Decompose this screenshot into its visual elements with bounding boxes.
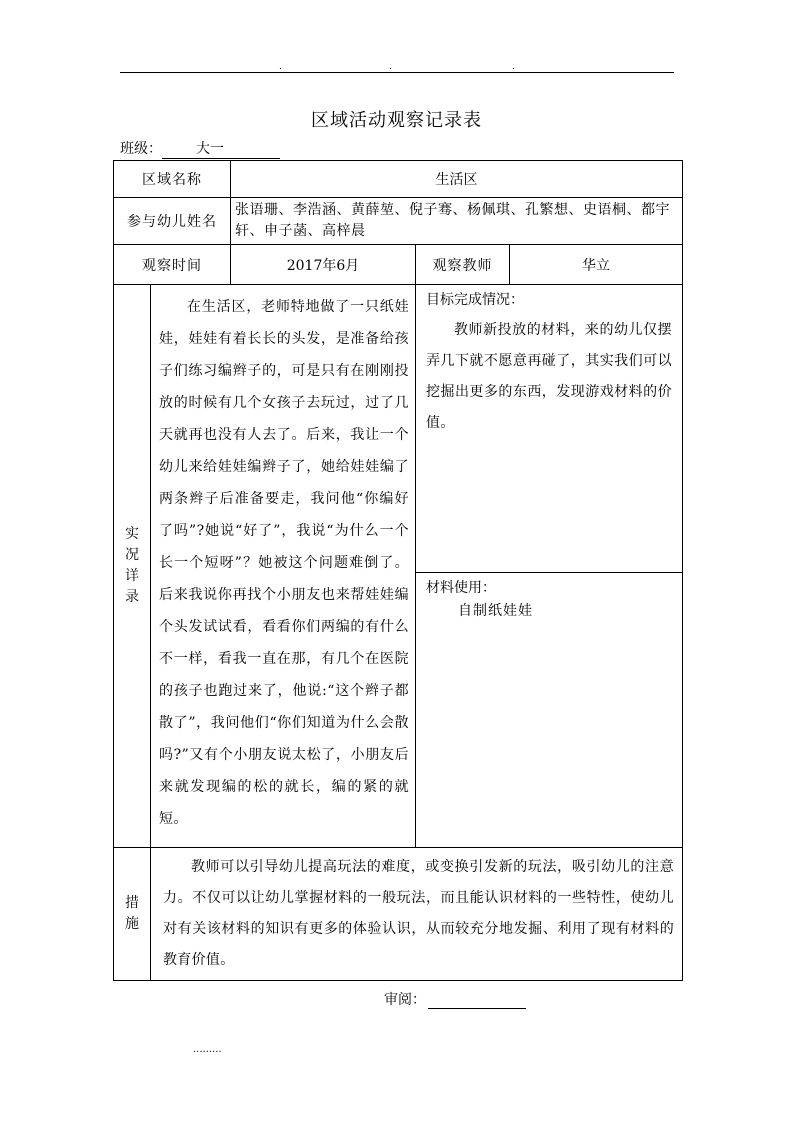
- page-title: 区域活动观察记录表: [311, 110, 482, 131]
- goal-section: [416, 285, 682, 573]
- time-label: 观察时间: [114, 245, 231, 285]
- teacher-label: 观察教师: [416, 245, 510, 285]
- children-row: [114, 198, 683, 245]
- header-dot: .: [279, 62, 282, 72]
- time-value: 2017年6月: [231, 245, 416, 285]
- area-value: 生活区: [231, 161, 683, 198]
- class-label: 班级：: [120, 141, 162, 157]
- evaluation-cell: [416, 285, 683, 848]
- record-text-cell: [151, 285, 416, 848]
- teacher-value: 华立: [510, 245, 683, 285]
- measure-text: 教师可以引导幼儿提高玩法的难度，或变换引发新的玩法，吸引幼儿的注意力。不仅可以让幼儿掌握材料的一般玩法，而且能认识材料的一些特性，使幼儿对有关该材料的知识有更多的体验认识，从而较充分地发掘、利用了现有材料的教育价值。: [163, 859, 675, 968]
- measure-text-cell: [151, 848, 683, 981]
- children-names: 张语珊、李浩涵、黄薛堃、倪子骞、杨佩琪、孔繁想、史语桐、都宇轩、申子菡、高梓晨: [231, 198, 683, 245]
- material-section: [416, 573, 682, 847]
- material-title: 材料使用：: [426, 580, 496, 596]
- header-dot: .: [389, 62, 392, 72]
- footer-dots: .........: [193, 1044, 222, 1055]
- area-label: 区域名称: [114, 161, 231, 198]
- record-label: 实 况 详 录: [114, 285, 151, 848]
- record-row: [114, 285, 683, 848]
- children-label: 参与幼儿姓名: [114, 198, 231, 245]
- record-text: 在生活区，老师特地做了一只纸娃娃，娃娃有着长长的头发，是准备给孩子们练习编辫子的，可是只有在刚刚投放的时候有几个女孩子去玩过，过了几天就再也没有人去了。后来，我让一个幼儿来给娃娃编辫子了，她给娃娃编了两条辫子后准备要走，我问他“你编好了吗”?她说“好了”，我说“为什么一个长一个短呀”？她被这个问题难倒了。后来我说你再找个小朋友也来帮娃娃编个头发试试看，看看你们两编的有什么不一样，看我一直在那，有几个在医院的孩子也跑过来了，他说:“这个辫子都散了”，我问他们“你们知道为什么会散吗?”又有个小朋友说太松了，小朋友后来就发现编的松的就长，编的紧的就短。: [159, 299, 409, 827]
- measure-row: [114, 848, 683, 981]
- area-row: [114, 161, 683, 198]
- review-line: [384, 991, 526, 1009]
- goal-title: 目标完成情况：: [426, 292, 524, 308]
- review-label: 审阅：: [384, 992, 426, 1008]
- class-value: 大一: [162, 140, 280, 159]
- observation-table: [113, 160, 683, 981]
- material-text: 自制纸娃娃: [458, 603, 533, 619]
- header-rule: [120, 72, 674, 73]
- class-info: [120, 140, 280, 159]
- review-signature-blank: [428, 994, 526, 1009]
- time-row: [114, 245, 683, 285]
- header-dot: .: [512, 62, 515, 72]
- goal-text: 教师新投放的材料，来的幼儿仅摆弄几下就不愿意再碰了，其实我们可以挖掘出更多的东西，发现游戏材料的价值。: [426, 322, 673, 431]
- measure-label: 措 施: [114, 848, 151, 981]
